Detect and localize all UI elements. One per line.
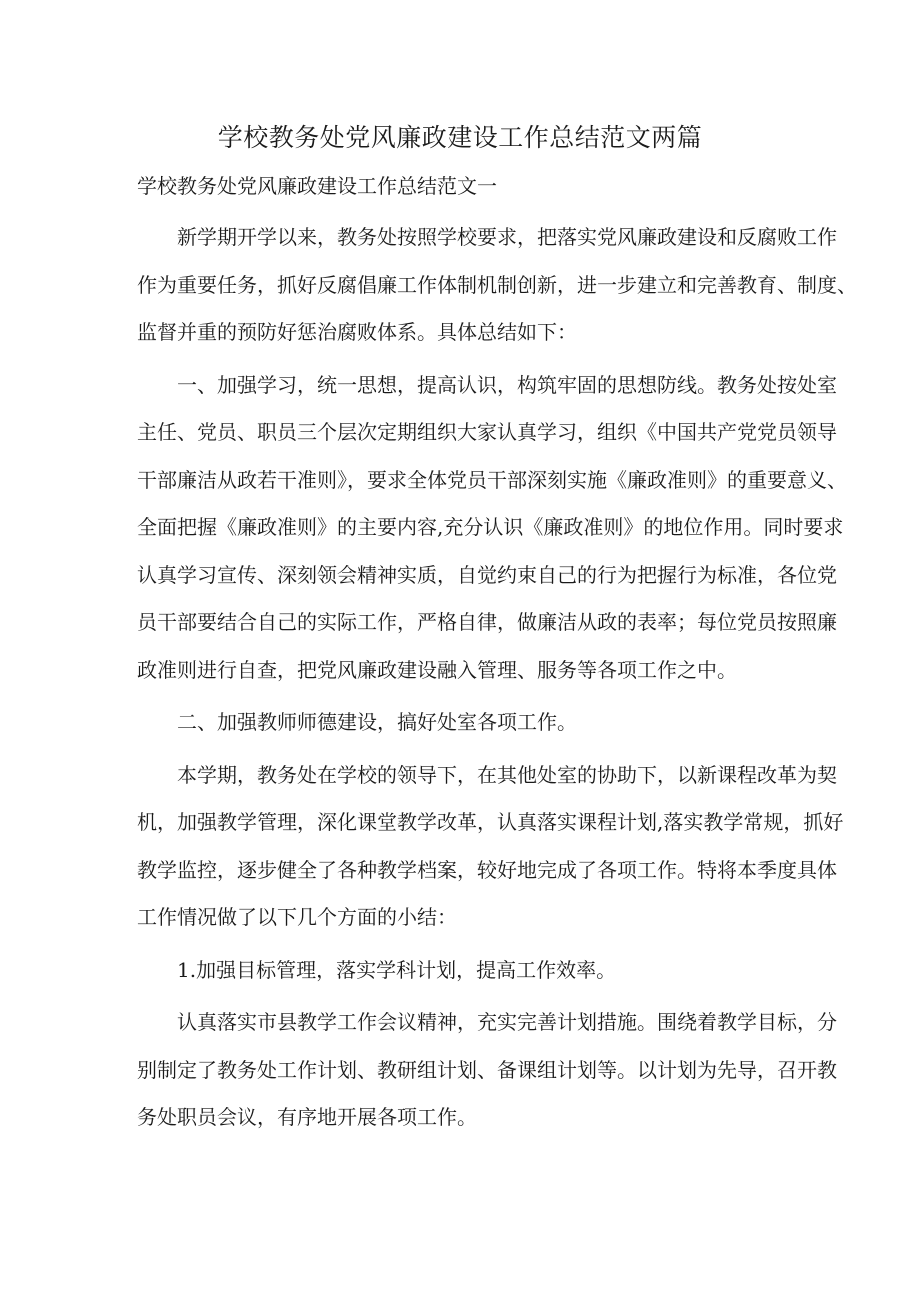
document-body xyxy=(137,164,857,1142)
paragraph-implementation xyxy=(137,999,837,1142)
paragraph-line: 1.加强目标管理，落实学科计划，提高工作效率。 xyxy=(177,957,617,982)
paragraph-line: 监督并重的预防好惩治腐败体系。具体总结如下： xyxy=(137,320,577,344)
paragraph-section-two-heading xyxy=(137,699,797,747)
paragraph-line: 一、加强学习，统一思想，提高认识，构筑牢固的思想防线。教务处按处室 xyxy=(177,372,837,397)
paragraph-line: 教学监控，逐步健全了各种教学档案，较好地完成了各项工作。特将本季度具体 xyxy=(137,857,837,882)
paragraph-line: 本学期，教务处在学校的领导下，在其他处室的协助下，以新课程改革为契 xyxy=(177,762,837,787)
paragraph-line: 务处职员会议，有序地开展各项工作。 xyxy=(137,1105,477,1129)
document-subtitle: 学校教务处党风廉政建设工作总结范文一 xyxy=(137,174,497,198)
paragraph-line: 主任、党员、职员三个层次定期组织大家认真学习，组织《中国共产党党员领导 xyxy=(137,420,837,444)
paragraph-line: 认真学习宣传、深刻领会精神实质，自觉约束自己的行为把握行为标准，各位党 xyxy=(137,562,837,587)
paragraph-line: 别制定了教务处工作计划、教研组计划、备课组计划等。以计划为先导，召开教 xyxy=(137,1057,837,1082)
paragraph-line: 新学期开学以来，教务处按照学校要求，把落实党风廉政建设和反腐败工作 xyxy=(177,225,837,249)
paragraph-line: 员干部要结合自己的实际工作，严格自律，做廉洁从政的表率；每位党员按照廉 xyxy=(137,610,837,634)
document-title: 学校教务处党风廉政建设工作总结范文两篇 xyxy=(217,123,703,152)
paragraph-line: 机，加强教学管理，深化课堂教学改革，认真落实课程计划,落实教学常规，抓好 xyxy=(137,810,844,834)
paragraph-item-one-heading xyxy=(137,947,797,995)
paragraph-line: 二、加强教师师德建设，搞好处室各项工作。 xyxy=(177,710,577,734)
paragraph-semester xyxy=(137,752,844,942)
paragraph-intro xyxy=(137,214,857,357)
paragraph-section-one xyxy=(137,362,847,695)
paragraph-line: 政准则进行自查，把党风廉政建设融入管理、服务等各项工作之中。 xyxy=(137,657,737,682)
paragraph-line: 全面把握《廉政准则》的主要内容,充分认识《廉政准则》的地位作用。同时要求 xyxy=(137,515,844,539)
paragraph-line: 干部廉洁从政若干准则》，要求全体党员干部深刻实施《廉政准则》的重要意义、 xyxy=(137,467,847,492)
paragraph-line: 认真落实市县教学工作会议精神，充实完善计划措施。围绕着教学目标，分 xyxy=(177,1010,837,1034)
paragraph-line: 工作情况做了以下几个方面的小结： xyxy=(137,905,457,929)
paragraph-line: 作为重要任务，抓好反腐倡廉工作体制机制创新，进一步建立和完善教育、制度、 xyxy=(137,272,857,297)
